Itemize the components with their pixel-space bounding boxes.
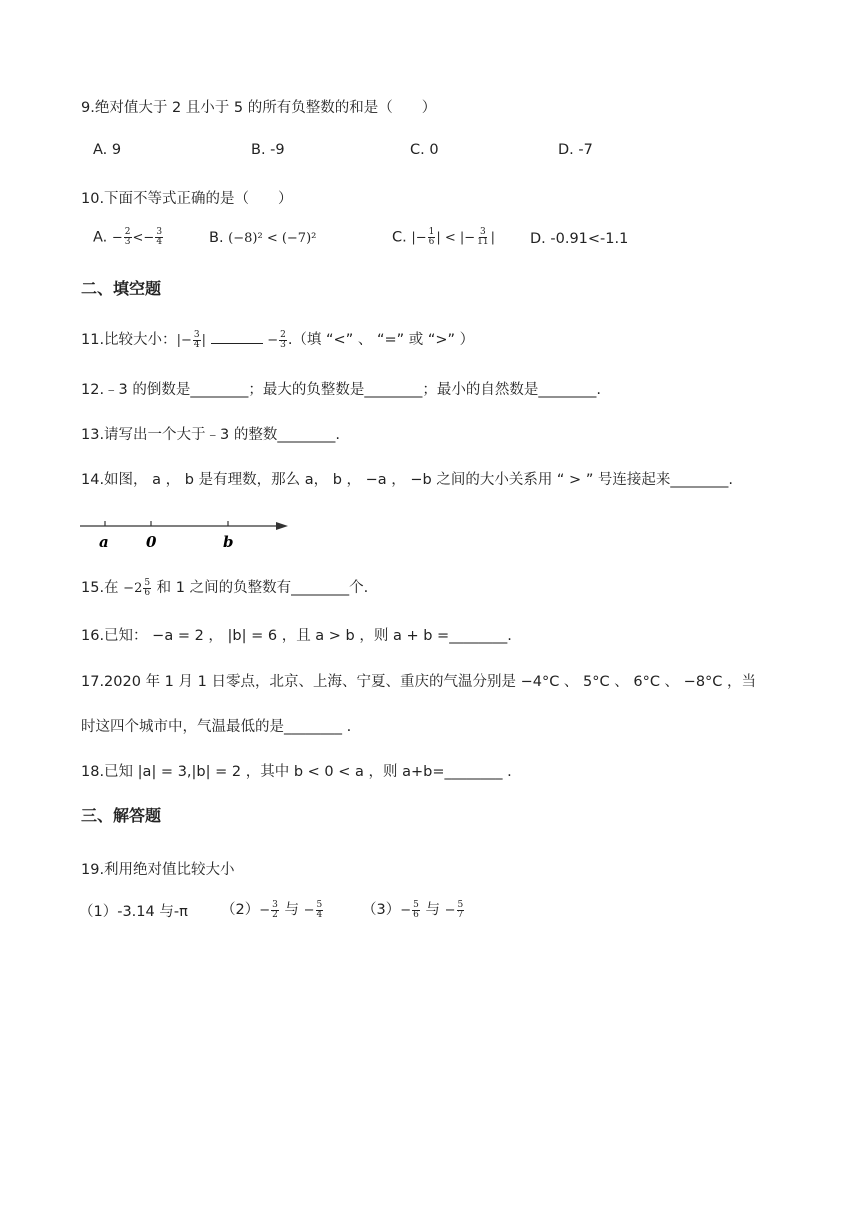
number-line-label-b: b [223,533,234,551]
fraction: $\frac{3}{4}$ [193,329,200,350]
q19-part-3: （3）− $\frac{5}{6}$ 与 − $\frac{5}{7}$ [362,899,464,920]
question-13: 13.请写出一个大于﹣3 的整数________. [81,427,341,443]
question-19-stem: 19.利用绝对值比较大小 [81,862,235,878]
q9-option-a: A. 9 [93,142,122,158]
fraction: $\frac{5}{6}$ [144,577,151,598]
fraction: $\frac{3}{4}$ [156,227,163,247]
q9-option-d: D. -7 [558,142,593,158]
fraction: $\frac{2}{3}$ [124,227,131,247]
q19-part-2: （2）− $\frac{3}{2}$ 与 − $\frac{5}{4}$ [221,899,323,920]
section-heading-fill-in: 二、填空题 [81,279,162,298]
question-15: 15.在 −2 $\frac{5}{6}$ 和 1 之间的负整数有________个. [81,577,369,598]
q10-option-a: A. − $\frac{2}{3}$ <− $\frac{3}{4}$ [93,227,163,247]
question-16: 16.已知： −a = 2 ， |b| = 6 ，且 a > b ，则 a + b =________. [81,628,512,644]
question-17-line-1: 17.2020 年 1 月 1 日零点，北京、上海、宁夏、重庆的气温分别是 −4°C 、 5°C 、 6°C 、 −8°C ，当 [81,674,757,690]
section-heading-answer: 三、解答题 [81,806,162,825]
question-14: 14.如图， a ， b 是有理数，那么 a， b ， −a ， −b 之间的大小关系用 “ > ” 号连接起来________. [81,472,734,488]
question-11: 11.比较大小：|− $\frac{3}{4}$ | − $\frac{2}{3}$ .（填 “<” 、 “=” 或 “>” ） [81,329,475,350]
number-line-label-a: a [99,533,109,551]
q19-part-1: （1）-3.14 与-π [79,904,188,920]
q10-option-c: C. |− $\frac{1}{6}$ | < |− $\frac{3}{11}$ | [392,227,496,247]
fraction: $\frac{5}{4}$ [316,899,323,920]
number-line-label-zero: 0 [146,533,157,551]
q10-option-b: B. (−8)² < (−7)² [209,230,317,246]
fraction: $\frac{3}{11}$ [477,227,489,247]
fraction: $\frac{5}{6}$ [413,899,419,920]
q9-option-c: C. 0 [410,142,439,158]
answer-blank[interactable] [211,331,263,344]
fraction: $\frac{1}{6}$ [428,227,435,247]
question-12: 12.﹣3 的倒数是________；最大的负整数是________；最小的自然数是________. [81,382,602,398]
fraction: $\frac{2}{3}$ [280,329,286,350]
question-17-line-2: 时这四个城市中，气温最低的是________ . [81,719,352,735]
question-9-stem: 9.绝对值大于 2 且小于 5 的所有负整数的和是（ ） [81,100,437,116]
question-10-stem: 10.下面不等式正确的是（ ） [81,191,293,207]
question-18: 18.已知 |a| = 3,|b| = 2 ，其中 b < 0 < a ，则 a+b=________ . [81,764,512,780]
fraction: $\frac{3}{2}$ [272,899,278,920]
number-line-figure [80,517,290,553]
q9-option-b: B. -9 [251,142,285,158]
fraction: $\frac{5}{7}$ [457,899,464,920]
q10-option-d: D. -0.91<-1.1 [530,231,629,247]
